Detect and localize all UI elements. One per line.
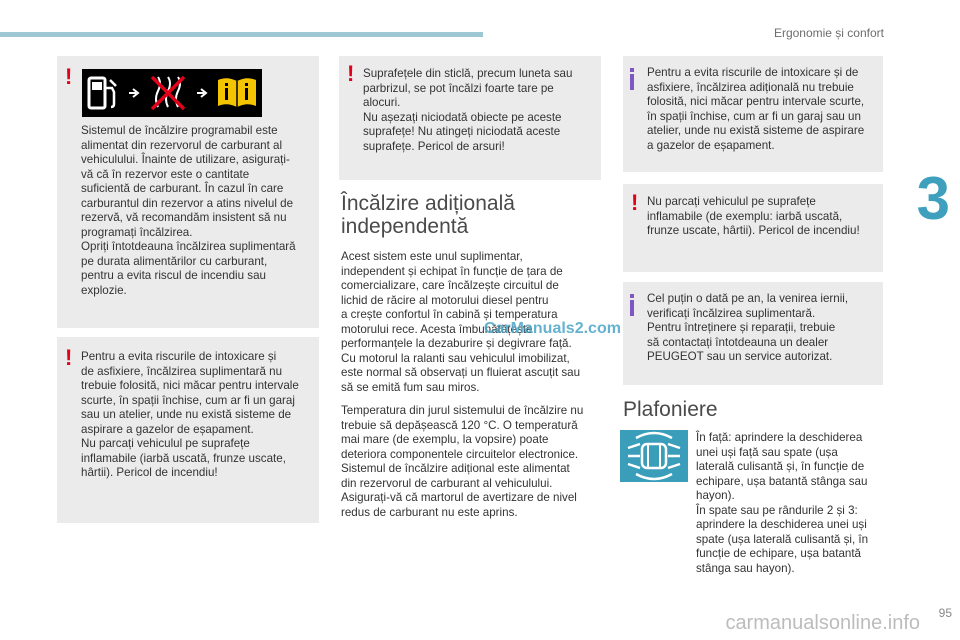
no-heating-icon [148, 73, 188, 113]
fuel-pump-icon [86, 74, 120, 112]
watermark: CarManuals2.com [484, 320, 621, 337]
warning-text-glass: Suprafețele din sticlă, precum luneta sau parbrizul, se pot încălzi foarte tare pe alocuri. Nu așezați niciodată obiecte pe aceste suprafețe! Nu atingeți niciodată aceste suprafețe. Pericol de arsuri! [363, 67, 573, 153]
heater-description: Acest sistem este unul suplimentar, independent și echipat în funcție de țara de comercializare, care încălzește circuitul de lichid de răcire al motorului diesel pentru a crește confortul în cabină și temperatura motorului rece. Acesta îmbunătățește performanțele la dezaburire și degivrare față. Cu motorul la ralanti sau vehiculul imobilizat, este normal să observați un fluierat ascuțit sau să se emită fum sau miros. [341, 250, 581, 394]
exclamation-icon: ! [65, 64, 73, 89]
info-icon [630, 294, 634, 316]
lamps-description: În față: aprindere la deschiderea unei uși față sau spate (ușa laterală culisantă și, în funcție de echipare, ușa batantă stânga sau hayon). În spate sau pe rândurile 2 și 3: aprindere la deschiderea unei uși spate (ușa laterală culisantă și, în funcție de echipare, ușa batantă stânga sau hayon). [696, 431, 869, 575]
section-title: Ergonomie și confort [773, 26, 884, 40]
info-icon [630, 68, 634, 90]
exclamation-icon: ! [65, 345, 73, 370]
chapter-number: 3 [916, 165, 950, 232]
arrow-right-icon [195, 86, 209, 100]
courtesy-lamp-icon [620, 430, 688, 482]
heater-temperature-note: Temperatura din jurul sistemului de încălzire nu trebuie să depășească 120 °C. O temperatură mai mare (de exemplu, la vopsire) poate deteriora componentele circuitelor electronice. Sistemul de încălzire adițional este alimentat din rezervorul de carburant al vehiculului. Asigurați-vă că martorul de avertizare de nivel redus de carburant nu este aprins. [341, 404, 584, 519]
warning-text-parking: Nu parcați vehiculul pe suprafețe inflamabile (de exemplu: iarbă uscată, frunze uscate, hârtii). Pericol de incendiu! [647, 195, 860, 237]
manual-book-icon [216, 76, 258, 110]
page-number: 95 [938, 606, 952, 620]
info-text-intoxication: Pentru a evita riscurile de intoxicare și de asfixiere, încălzirea adițională nu trebuie folosită, nici măcar pentru intervale scurte, în spații închise, cum ar fi un garaj sau un atelier, unde nu există sisteme de aspirare a gazelor de eșapament. [647, 66, 865, 152]
section-heading-heater: Încălzire adițională independentă [341, 192, 515, 238]
exclamation-icon: ! [631, 190, 639, 215]
warning-text-fuel: Sistemul de încălzire programabil este alimentat din rezervorul de carburant al vehiculului. Înainte de utilizare, asigurați- vă că în rezervor este o cantitate suficientă de carburant. În cazul în care carburantul din rezervor a atins nivelul de rezervă, vă recomandăm insistent să nu programați încălzirea. Opriți întotdeauna încălzirea suplimentară pe durata alimentărilor cu carburant, pentru a evita riscul de incendiu sau explozie. [81, 124, 296, 297]
footer-url: carmanualsonline.info [725, 612, 920, 634]
warning-text-intoxication: Pentru a evita riscurile de intoxicare și de asfixiere, încălzirea suplimentară nu trebuie folosită, nici măcar pentru intervale scurte, în spații închise, cum ar fi un garaj sau un atelier, unde nu există sisteme de aspirare a gazelor de eșapament. Nu parcați vehiculul pe suprafețe inflamabile (iarbă uscată, frunze uscate, hârtii). Pericol de incendiu! [81, 350, 299, 479]
section-heading-lamps: Plafoniere [623, 398, 718, 421]
exclamation-icon: ! [347, 61, 355, 86]
info-text-maintenance: Cel puțin o dată pe an, la venirea iernii, verificați încălzirea suplimentară. Pentru întreținere și reparații, trebuie să contactați întotdeauna un dealer PEUGEOT sau un service autorizat. [647, 292, 849, 363]
header-accent-bar [0, 32, 483, 37]
arrow-right-icon [127, 86, 141, 100]
warning-pictogram-strip [82, 69, 262, 117]
